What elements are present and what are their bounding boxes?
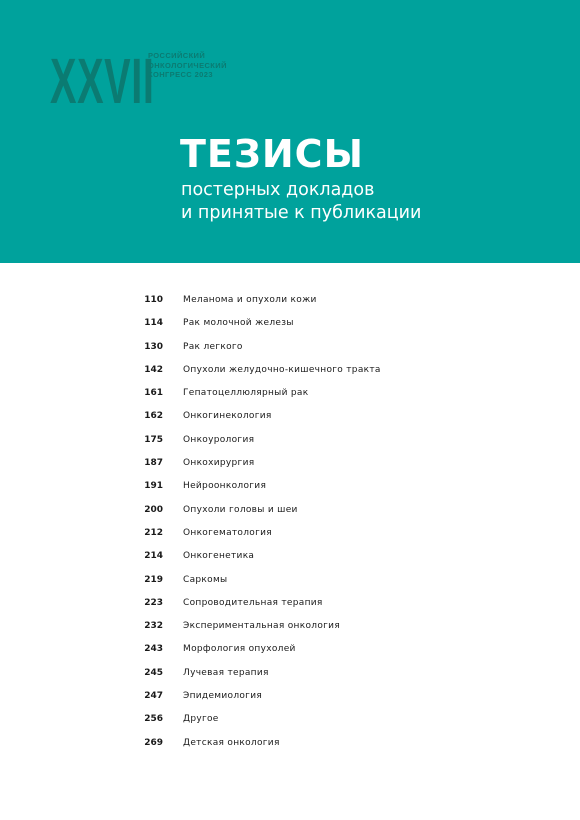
toc-page-number: 269 <box>144 737 163 748</box>
toc-page-number: 191 <box>144 481 163 492</box>
toc-entry[interactable] <box>0 475 580 498</box>
toc-entry[interactable] <box>0 499 580 522</box>
toc-entry[interactable] <box>0 662 580 685</box>
toc-entry[interactable] <box>0 615 580 638</box>
toc-entry[interactable] <box>0 452 580 475</box>
toc-section-title: Нейроонкология <box>183 481 267 492</box>
toc-page-number: 219 <box>144 574 163 585</box>
toc-page-number: 110 <box>144 295 163 305</box>
toc-section-title: Лучевая терапия <box>183 667 269 678</box>
toc-entry[interactable] <box>0 569 580 592</box>
toc-page-number: 142 <box>144 364 163 375</box>
toc-page-number: 162 <box>144 411 163 422</box>
toc-section-title: Онкогинекология <box>183 411 272 422</box>
page-title: ТЕЗИСЫ <box>180 132 364 176</box>
toc-section-title: Саркомы <box>183 574 228 585</box>
toc-page-number: 130 <box>144 341 163 352</box>
toc-page-number: 214 <box>144 551 163 562</box>
toc-page-number: 232 <box>144 621 163 632</box>
toc-page-number: 243 <box>144 644 163 655</box>
toc-page-number: 175 <box>144 434 163 445</box>
toc-section-title: Опухоли головы и шеи <box>183 504 298 515</box>
toc-entry[interactable] <box>0 592 580 615</box>
toc-entry[interactable] <box>0 708 580 731</box>
toc-section-title: Детская онкология <box>183 737 280 748</box>
toc-section-title: Экспериментальная онкология <box>183 621 341 632</box>
toc-page-number: 161 <box>144 388 163 399</box>
toc-page-number: 256 <box>144 714 163 725</box>
toc-section-title: Опухоли желудочно-кишечного тракта <box>183 364 381 375</box>
toc-section-title: Гепатоцеллюлярный рак <box>183 388 309 399</box>
toc-entry[interactable] <box>0 638 580 661</box>
subtitle-line: и принятые к публикации <box>181 203 422 223</box>
congress-logo-numeral: XXVII <box>50 45 155 117</box>
toc-section-title: Онкохирургия <box>183 458 255 469</box>
toc-page-number: 223 <box>144 597 163 608</box>
toc-section-title: Онкогенетика <box>183 551 255 562</box>
toc-entry[interactable] <box>0 382 580 405</box>
toc-section-title: Онкоурология <box>183 434 255 445</box>
toc-entry[interactable] <box>0 312 580 335</box>
cover-header <box>0 0 580 263</box>
toc-section-title: Меланома и опухоли кожи <box>183 295 317 305</box>
toc-section-title: Другое <box>183 714 219 725</box>
toc-entry[interactable] <box>0 429 580 452</box>
toc-page-number: 245 <box>144 667 163 678</box>
toc-page-number: 200 <box>144 504 163 515</box>
table-of-contents <box>0 289 580 755</box>
toc-entry[interactable] <box>0 732 580 755</box>
toc-page-number: 187 <box>144 458 163 469</box>
logo-line: РОССИЙСКИЙ <box>148 51 206 60</box>
page-subtitle <box>181 179 421 225</box>
toc-entry[interactable] <box>0 685 580 708</box>
toc-page-number: 212 <box>144 527 163 538</box>
logo-line: КОНГРЕСС 2023 <box>148 70 213 79</box>
congress-logo-text <box>148 51 227 80</box>
toc-page-number: 247 <box>144 691 163 702</box>
toc-page-number: 114 <box>144 318 163 329</box>
toc-entry[interactable] <box>0 289 580 312</box>
toc-section-title: Онкогематология <box>183 527 272 538</box>
toc-entry[interactable] <box>0 545 580 568</box>
toc-entry[interactable] <box>0 405 580 428</box>
toc-section-title: Рак молочной железы <box>183 318 294 329</box>
logo-line: ОНКОЛОГИЧЕСКИЙ <box>148 60 227 70</box>
toc-section-title: Рак легкого <box>183 341 243 352</box>
toc-entry[interactable] <box>0 359 580 382</box>
toc-section-title: Эпидемиология <box>183 691 263 702</box>
toc-section-title: Сопроводительная терапия <box>183 597 323 608</box>
subtitle-line: постерных докладов <box>181 180 375 200</box>
toc-entry[interactable] <box>0 336 580 359</box>
toc-entry[interactable] <box>0 522 580 545</box>
toc-section-title: Морфология опухолей <box>183 644 296 655</box>
